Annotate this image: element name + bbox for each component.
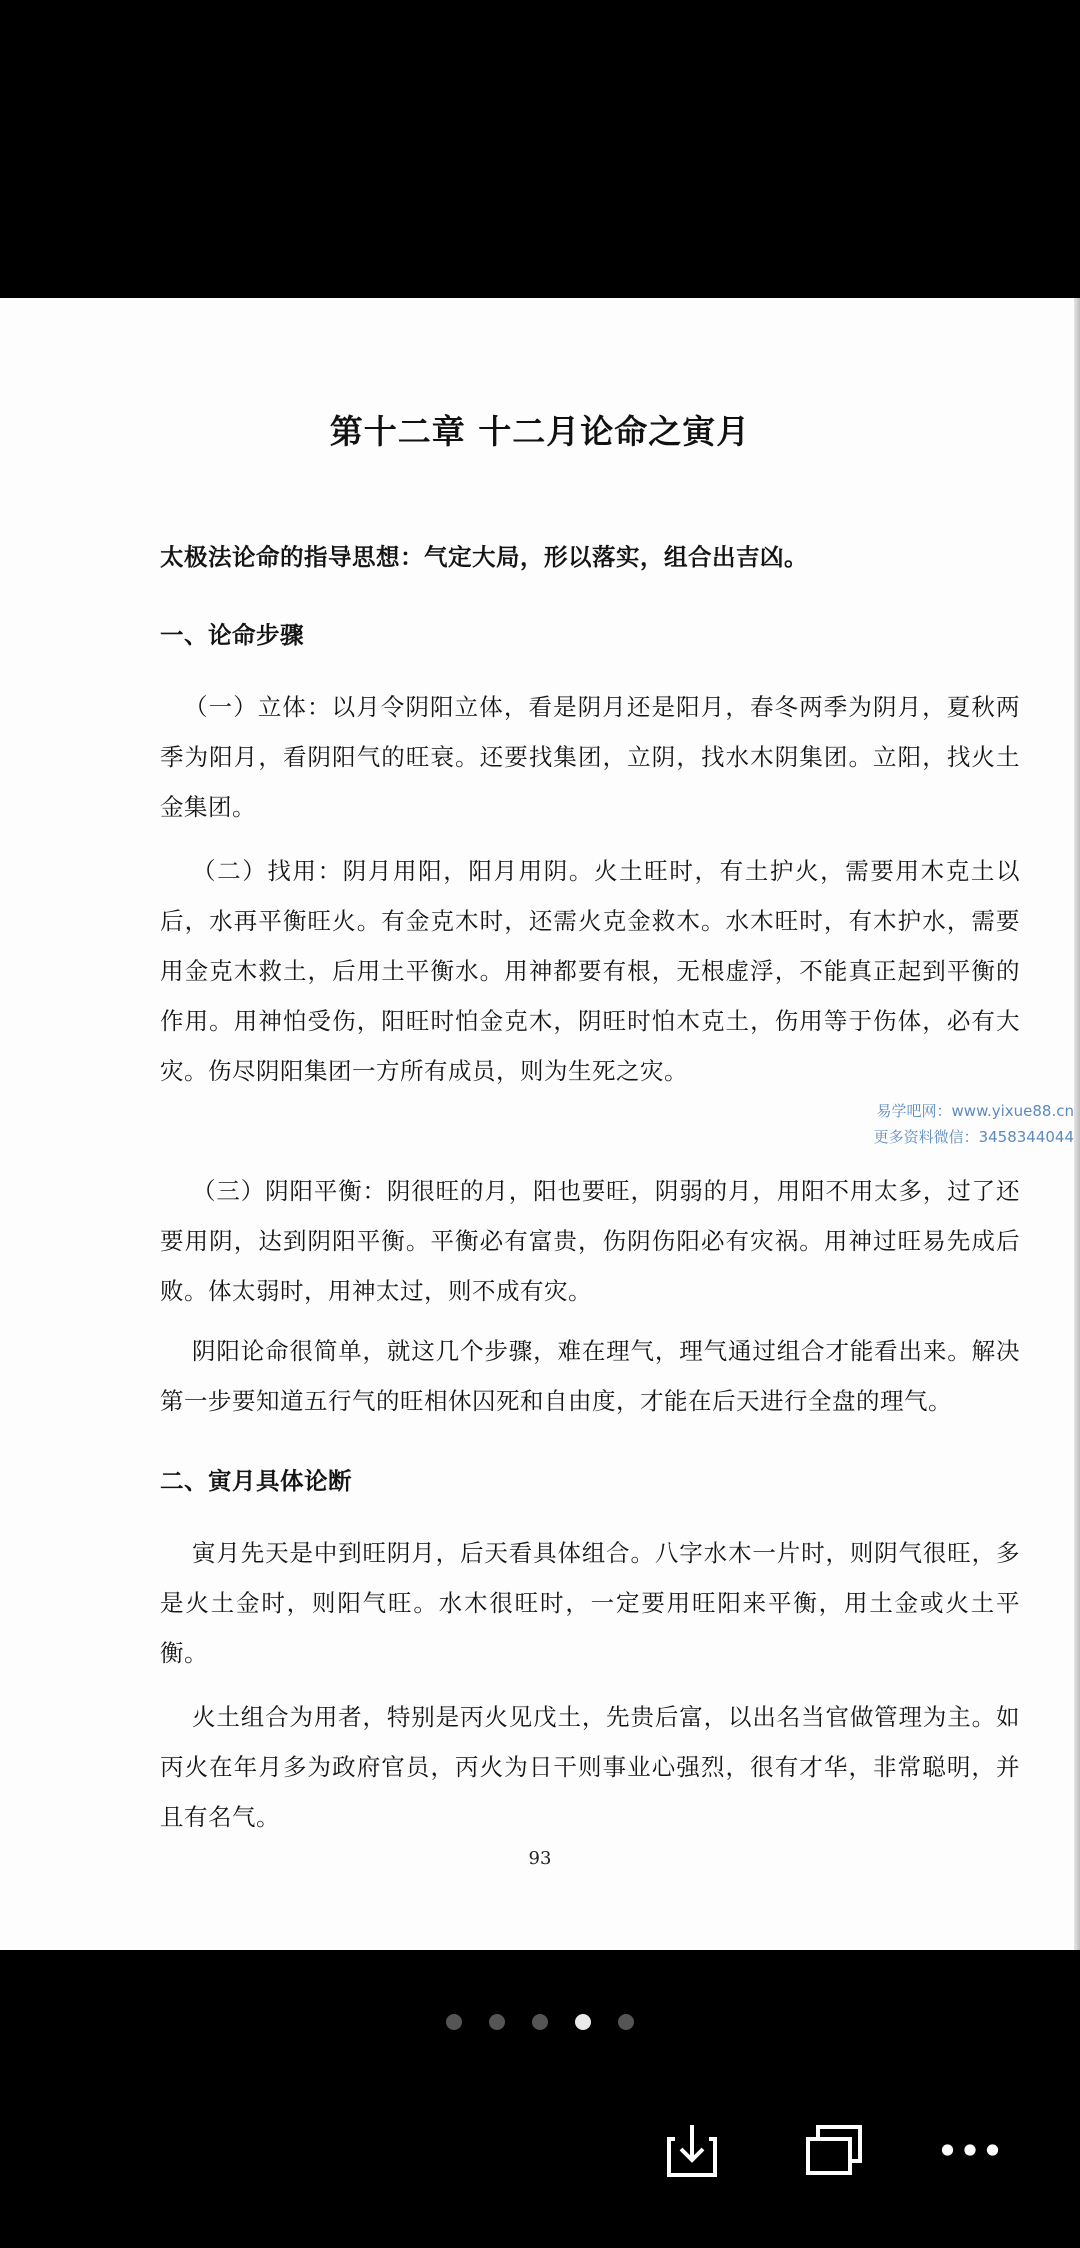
paragraph-1: （一）立体：以月令阴阳立体，看是阴月还是阳月，春冬两季为阴月，夏秋两季为阳月，看阴阳气的旺衰。还要找集团，立阴，找水木阴集团。立阳，找火土金集团。 (160, 693, 1020, 821)
copy-button[interactable] (804, 2120, 864, 2180)
page-dot[interactable] (489, 2014, 505, 2030)
watermark (874, 1098, 1074, 1150)
page-dot[interactable] (618, 2014, 634, 2030)
page-number: 93 (528, 1848, 552, 1869)
more-button[interactable] (940, 2120, 1000, 2180)
paragraph-2: （二）找用：阴月用阳，阳月用阴。火土旺时，有土护火，需要用木克土以后，水再平衡旺火。有金克木时，还需火克金救木。水木旺时，有木护水，需要用金克木救土，后用土平衡水。用神都要有根，无根虚浮，不能真正起到平衡的作用。用神怕受伤，阳旺时怕金克木，阴旺时怕木克土，伤用等于伤体，必有大灾。伤尽阴阳集团一方所有成员，则为生死之灾。 (160, 857, 1020, 1085)
watermark-line-1: 易学吧网：www.yixue88.cn (876, 1102, 1074, 1120)
page-dot[interactable] (532, 2014, 548, 2030)
document-page (0, 298, 1080, 1950)
watermark-line-2: 更多资料微信：3458344044 (873, 1128, 1074, 1146)
more-icon (940, 2142, 1000, 2158)
section-2-title: 二、寅月具体论断 (160, 1467, 352, 1495)
download-button[interactable] (662, 2120, 722, 2180)
chapter-title: 第十二章 十二月论命之寅月 (329, 412, 751, 451)
section-1-title: 一、论命步骤 (160, 621, 304, 649)
copy-icon (804, 2123, 864, 2177)
page-dot-active[interactable] (575, 2014, 591, 2030)
page-edge (1074, 298, 1080, 1950)
guiding-principle: 太极法论命的指导思想：气定大局，形以落实，组合出吉凶。 (160, 543, 808, 571)
page-indicator (0, 2014, 1080, 2030)
paragraph-6: 火土组合为用者，特别是丙火见戊土，先贵后富，以出名当官做管理为主。如丙火在年月多为政府官员，丙火为日干则事业心强烈，很有才华，非常聪明，并且有名气。 (160, 1703, 1020, 1831)
paragraph-4: 阴阳论命很简单，就这几个步骤，难在理气，理气通过组合才能看出来。解决第一步要知道五行气的旺相休囚死和自由度，才能在后天进行全盘的理气。 (160, 1337, 1020, 1415)
page-dot[interactable] (446, 2014, 462, 2030)
paragraph-5: 寅月先天是中到旺阴月，后天看具体组合。八字水木一片时，则阴气很旺，多是火土金时，则阳气旺。水木很旺时，一定要用旺阳来平衡，用土金或火土平衡。 (160, 1539, 1020, 1667)
download-icon (665, 2121, 719, 2179)
paragraph-3: （三）阴阳平衡：阴很旺的月，阳也要旺，阴弱的月，用阳不用太多，过了还要用阴，达到阴阳平衡。平衡必有富贵，伤阴伤阳必有灾祸。用神过旺易先成后败。体太弱时，用神太过，则不成有灾。 (160, 1177, 1020, 1305)
